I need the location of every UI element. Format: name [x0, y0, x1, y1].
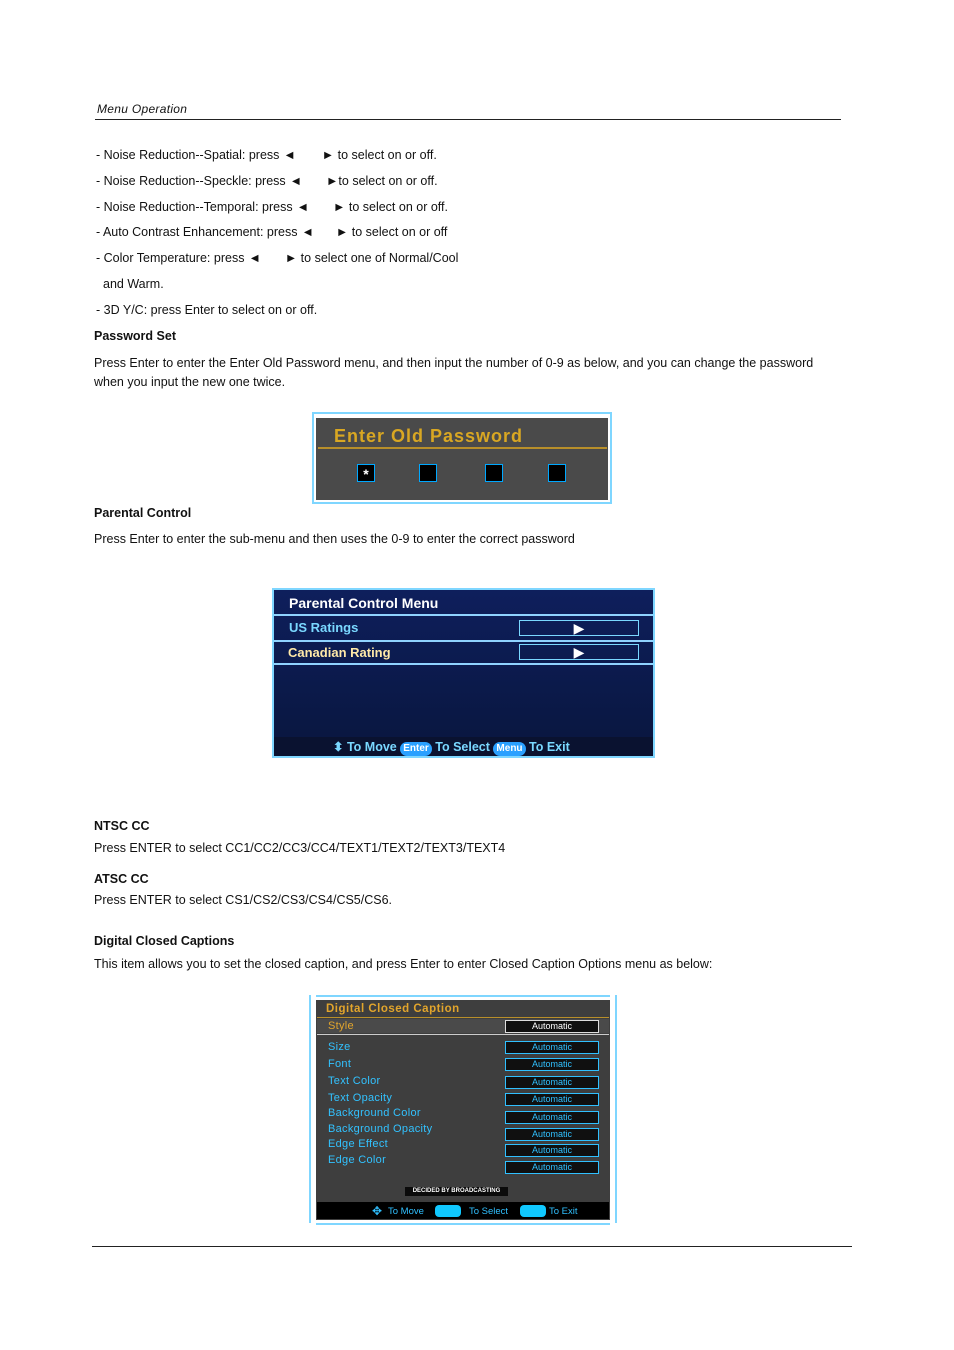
bullet-text: - Noise Reduction--Speckle: press [96, 174, 286, 188]
dcc-value-text-opacity[interactable]: Automatic [505, 1093, 599, 1106]
left-arrow-icon: ◄ [296, 200, 309, 214]
header-rule [95, 119, 841, 120]
parental-divider [274, 663, 653, 665]
bullet-3d-yc: - 3D Y/C: press Enter to select on or off. [96, 303, 318, 317]
parental-heading: Parental Control [94, 506, 192, 520]
dcc-panel-title: Digital Closed Caption [326, 1003, 460, 1015]
parental-divider [274, 614, 653, 616]
hint-select: To Select [435, 740, 490, 754]
bullet-text: to select one of Normal/Cool [300, 251, 459, 265]
left-arrow-icon: ◄ [283, 148, 296, 162]
menu-key-icon: Menu [493, 742, 525, 756]
dcc-row-divider [317, 1034, 609, 1035]
parental-footer-hints [333, 739, 570, 756]
canadian-rating-arrow-icon[interactable]: ▶ [519, 644, 639, 660]
dcc-value-style[interactable]: Automatic [505, 1020, 599, 1033]
enter-key-icon: Enter [400, 742, 432, 756]
right-arrow-icon: ► [326, 174, 339, 188]
password-panel-divider [318, 447, 607, 449]
dcc-value-edge-effect[interactable]: Automatic [505, 1144, 599, 1157]
bullet-contrast [96, 223, 447, 241]
password-panel-title: Enter Old Password [334, 426, 524, 446]
dcc-heading: Digital Closed Captions [94, 934, 235, 948]
bullet-text: - Noise Reduction--Spatial: press [96, 148, 280, 162]
left-arrow-icon: ◄ [289, 174, 303, 188]
atsc-heading: ATSC CC [94, 872, 149, 886]
menu-item-canadian-rating[interactable]: Canadian Rating [288, 645, 391, 660]
footer-rule [92, 1246, 852, 1247]
enter-key-icon [435, 1205, 461, 1217]
right-arrow-icon: ► [335, 225, 349, 239]
updown-icon: ⬍ [333, 740, 344, 754]
dcc-title-divider [317, 1017, 609, 1018]
hint-move: To Move [388, 1206, 424, 1217]
dcc-label-background-opacity[interactable]: Background Opacity [328, 1123, 433, 1135]
bullet-text: to select on or off. [348, 200, 448, 214]
dcc-value-edge-color[interactable]: Automatic [505, 1161, 599, 1174]
atsc-text: Press ENTER to select CS1/CS2/CS3/CS4/CS5/CS6. [94, 893, 393, 907]
dcc-label-text-color[interactable]: Text Color [328, 1075, 381, 1087]
password-set-text: Press Enter to enter the Enter Old Password menu, and then input the number of 0-9 as below, and you can change the password when you input the new one twice. [94, 356, 814, 389]
decided-by-broadcasting-badge: DECIDED BY BROADCASTING [405, 1187, 508, 1196]
hint-exit: To Exit [529, 740, 570, 754]
bullet-text: to select on or off. [337, 148, 437, 162]
dcc-value-background-color[interactable]: Automatic [505, 1111, 599, 1124]
menu-item-us-ratings[interactable]: US Ratings [289, 620, 359, 635]
dcc-value-font[interactable]: Automatic [505, 1058, 599, 1071]
left-arrow-icon: ◄ [301, 225, 314, 239]
ntsc-text: Press ENTER to select CC1/CC2/CC3/CC4/TEXT1/TEXT2/TEXT3/TEXT4 [94, 841, 506, 855]
dcc-label-text-opacity[interactable]: Text Opacity [328, 1092, 393, 1104]
dcc-label-font[interactable]: Font [328, 1058, 352, 1070]
dcc-frame-bottom [316, 1223, 610, 1225]
parental-text: Press Enter to enter the sub-menu and then uses the 0-9 to enter the correct password [94, 532, 575, 546]
dcc-label-edge-effect[interactable]: Edge Effect [328, 1138, 388, 1150]
us-ratings-arrow-icon[interactable]: ▶ [519, 620, 639, 636]
right-arrow-icon: ► [321, 148, 335, 162]
dcc-text: This item allows you to set the closed caption, and press Enter to enter Closed Caption Options menu as below: [94, 957, 713, 971]
bullet-temporal [96, 198, 448, 216]
dcc-label-edge-color[interactable]: Edge Color [328, 1154, 387, 1166]
parental-divider [274, 640, 653, 642]
dcc-value-size[interactable]: Automatic [505, 1041, 599, 1054]
password-digit-2[interactable] [419, 464, 437, 482]
section-header: Menu Operation [97, 102, 188, 116]
bullet-text: - Auto Contrast Enhancement: press [96, 225, 298, 239]
right-arrow-icon: ► [332, 200, 346, 214]
bullet-text: to select on or off. [338, 174, 438, 188]
right-arrow-icon: ► [284, 251, 298, 265]
bullet-spatial [96, 146, 437, 164]
dcc-value-background-opacity[interactable]: Automatic [505, 1128, 599, 1141]
dcc-frame-top [316, 995, 610, 997]
bullet-text: to select on or off [351, 225, 448, 239]
dcc-value-text-color[interactable]: Automatic [505, 1076, 599, 1089]
bullet-continuation: and Warm. [103, 277, 164, 291]
parental-panel-title: Parental Control Menu [289, 595, 439, 611]
dcc-label-background-color[interactable]: Background Color [328, 1107, 421, 1119]
bullet-text: - Color Temperature: press [96, 251, 245, 265]
password-digit-4[interactable] [548, 464, 566, 482]
password-digit-3[interactable] [485, 464, 503, 482]
password-set-heading: Password Set [94, 329, 176, 343]
left-arrow-icon: ◄ [248, 251, 261, 265]
bullet-color-temp [96, 249, 458, 267]
hint-select: To Select [469, 1206, 509, 1217]
menu-key-icon [520, 1205, 546, 1217]
dcc-label-size[interactable]: Size [328, 1041, 351, 1053]
ntsc-heading: NTSC CC [94, 819, 150, 833]
move-arrows-icon: ✥ [372, 1204, 383, 1218]
bullet-speckle [96, 172, 438, 190]
bullet-text: - Noise Reduction--Temporal: press [96, 200, 293, 214]
password-digit-1[interactable]: * [357, 464, 375, 482]
hint-move: To Move [346, 740, 397, 754]
hint-exit: To Exit [549, 1206, 578, 1217]
dcc-label-style[interactable]: Style [328, 1020, 354, 1032]
